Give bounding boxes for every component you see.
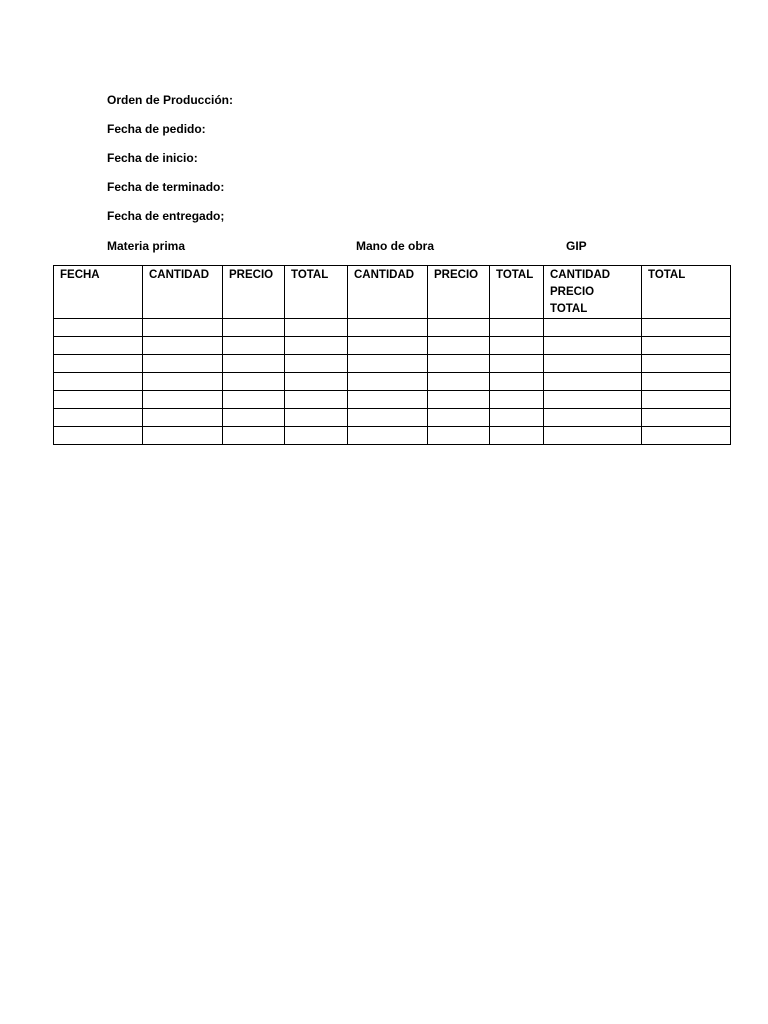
table-cell	[143, 319, 223, 337]
table-cell	[143, 373, 223, 391]
table-cell	[143, 355, 223, 373]
table-row	[54, 337, 731, 355]
section-mano-de-obra: Mano de obra	[356, 239, 435, 253]
table-cell	[428, 409, 490, 427]
table-header-row	[54, 266, 731, 319]
table-cell	[544, 373, 642, 391]
table-cell	[54, 427, 143, 445]
header-fecha: FECHA	[54, 266, 143, 319]
table-cell	[490, 391, 544, 409]
table-cell	[642, 355, 731, 373]
field-fecha-terminado: Fecha de terminado:	[107, 180, 225, 194]
table-cell	[544, 391, 642, 409]
table-cell	[544, 427, 642, 445]
table-cell	[285, 409, 348, 427]
table-cell	[223, 355, 285, 373]
table-cell	[348, 391, 428, 409]
table-cell	[143, 391, 223, 409]
table-cell	[223, 427, 285, 445]
table-cell	[348, 409, 428, 427]
table-cell	[428, 319, 490, 337]
table-cell	[490, 337, 544, 355]
table-cell	[642, 319, 731, 337]
table-cell	[348, 373, 428, 391]
table-cell	[544, 409, 642, 427]
table-cell	[285, 391, 348, 409]
table-row	[54, 427, 731, 445]
header-mo-precio: PRECIO	[428, 266, 490, 319]
table-cell	[285, 355, 348, 373]
table-cell	[54, 373, 143, 391]
table-cell	[223, 391, 285, 409]
table-cell	[642, 337, 731, 355]
table-cell	[490, 373, 544, 391]
production-cost-table	[53, 265, 731, 445]
table-cell	[348, 427, 428, 445]
table-cell	[223, 337, 285, 355]
field-fecha-entregado: Fecha de entregado;	[107, 209, 225, 223]
section-materia-prima: Materia prima	[107, 239, 186, 253]
table-cell	[642, 391, 731, 409]
header-mo-total: TOTAL	[490, 266, 544, 319]
table-cell	[285, 337, 348, 355]
header-total: TOTAL	[642, 266, 731, 319]
table-cell	[642, 373, 731, 391]
field-orden-produccion: Orden de Producción:	[107, 93, 234, 107]
header-mo-cantidad: CANTIDAD	[348, 266, 428, 319]
table-body	[54, 319, 731, 445]
table-cell	[490, 409, 544, 427]
table-cell	[490, 319, 544, 337]
table-cell	[223, 409, 285, 427]
table-cell	[223, 373, 285, 391]
table-row	[54, 409, 731, 427]
section-gip: GIP	[566, 239, 587, 253]
table-cell	[285, 319, 348, 337]
table-cell	[143, 427, 223, 445]
table-cell	[348, 355, 428, 373]
header-mp-total: TOTAL	[285, 266, 348, 319]
field-fecha-inicio: Fecha de inicio:	[107, 151, 198, 165]
table-cell	[54, 355, 143, 373]
field-fecha-pedido: Fecha de pedido:	[107, 122, 206, 136]
table-cell	[544, 319, 642, 337]
table-row	[54, 391, 731, 409]
header-gip-cantidad-precio-total: CANTIDAD PRECIO TOTAL	[544, 266, 642, 319]
table-cell	[143, 337, 223, 355]
header-mp-cantidad: CANTIDAD	[143, 266, 223, 319]
table-cell	[54, 409, 143, 427]
table-cell	[490, 355, 544, 373]
table-cell	[490, 427, 544, 445]
table-row	[54, 355, 731, 373]
table-cell	[285, 427, 348, 445]
table-cell	[223, 319, 285, 337]
table-cell	[54, 337, 143, 355]
table-row	[54, 319, 731, 337]
table-cell	[428, 337, 490, 355]
table-cell	[348, 337, 428, 355]
table-cell	[54, 391, 143, 409]
table-cell	[544, 355, 642, 373]
table-row	[54, 373, 731, 391]
table-cell	[642, 427, 731, 445]
table-cell	[285, 373, 348, 391]
table-cell	[642, 409, 731, 427]
table-cell	[428, 427, 490, 445]
table-cell	[348, 319, 428, 337]
table-cell	[428, 355, 490, 373]
table-cell	[428, 373, 490, 391]
table-cell	[54, 319, 143, 337]
header-mp-precio: PRECIO	[223, 266, 285, 319]
table-cell	[544, 337, 642, 355]
table-cell	[428, 391, 490, 409]
table-cell	[143, 409, 223, 427]
